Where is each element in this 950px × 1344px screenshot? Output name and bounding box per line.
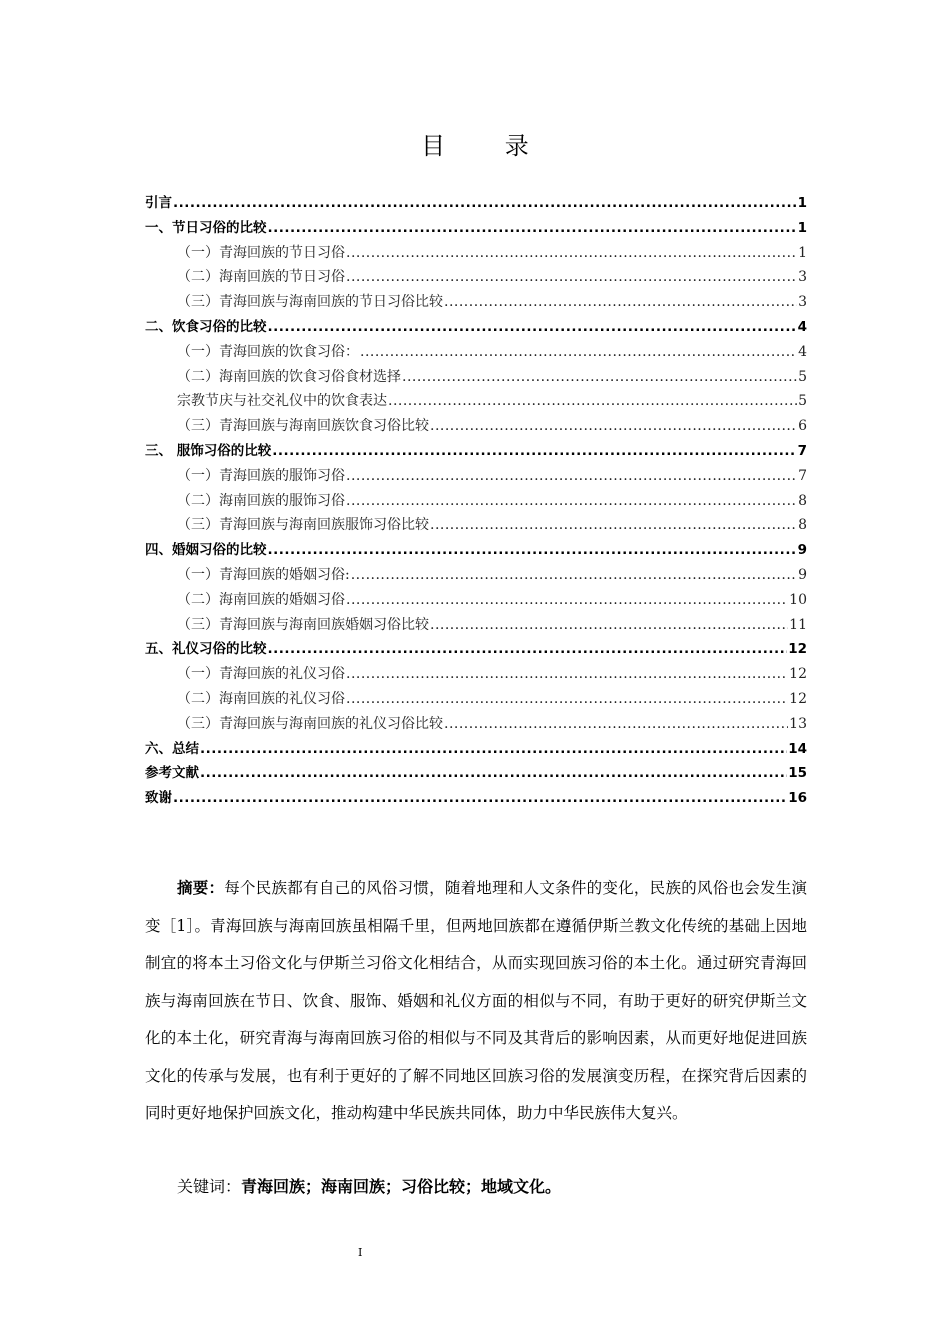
toc-dot-leader: [351, 563, 797, 588]
toc-entry-page: 1: [797, 219, 807, 236]
toc-entry-label: （二）海南回族的礼仪习俗: [177, 690, 345, 707]
toc-entry-page: 1: [797, 195, 807, 211]
toc-entry-label: （三）青海回族与海南回族服饰习俗比较: [177, 517, 429, 534]
toc-entry[interactable]: [145, 712, 807, 737]
toc-entry[interactable]: [145, 489, 807, 514]
toc-entry-label: 一、节日习俗的比较: [145, 219, 267, 236]
abstract-paragraph: [145, 870, 807, 1133]
keywords-label: 关键词：: [177, 1177, 242, 1196]
toc-dot-leader: [388, 389, 797, 414]
toc-entry[interactable]: [145, 588, 807, 613]
toc-dot-leader: [268, 216, 797, 241]
toc-entry-label: （二）海南回族的节日习俗: [177, 269, 345, 286]
toc-entry-page: 8: [798, 492, 807, 509]
toc-entry[interactable]: [145, 414, 807, 439]
toc-entry-page: 13: [789, 715, 807, 732]
toc-entry[interactable]: [145, 687, 807, 712]
toc-entry[interactable]: [145, 513, 807, 538]
toc-entry[interactable]: [145, 538, 807, 563]
toc-entry-page: 3: [798, 269, 807, 286]
toc-entry[interactable]: [145, 290, 807, 315]
toc-entry-label: （三）青海回族与海南回族的礼仪习俗比较: [177, 715, 443, 732]
toc-entry[interactable]: [145, 761, 807, 786]
toc-dot-leader: [272, 439, 796, 464]
toc-entry-label: （二）海南回族的饮食习俗食材选择: [177, 368, 401, 385]
toc-entry-label: 六、总结: [145, 740, 199, 757]
toc-entry[interactable]: [145, 439, 807, 464]
toc-dot-leader: [173, 191, 797, 216]
toc-dot-leader: [346, 489, 797, 514]
toc-entry-page: 5: [798, 368, 807, 385]
toc-entry-label: 三、 服饰习俗的比较: [145, 442, 272, 459]
toc-dot-leader: [430, 414, 797, 439]
toc-entry-page: 9: [797, 542, 807, 559]
toc-entry-label: 四、婚姻习俗的比较: [145, 542, 267, 559]
toc-entry[interactable]: [145, 241, 807, 266]
toc-entry-page: 9: [798, 566, 807, 583]
toc-entry-label: （一）青海回族的饮食习俗：: [177, 343, 359, 360]
toc-entry-label: （三）青海回族与海南回族饮食习俗比较: [177, 418, 429, 435]
toc-entry[interactable]: [145, 265, 807, 290]
toc-entry-label: （二）海南回族的服饰习俗: [177, 492, 345, 509]
toc-entry-label: （一）青海回族的节日习俗: [177, 244, 345, 261]
keywords-line: [177, 1172, 807, 1202]
toc-entry-page: 12: [789, 666, 807, 683]
toc-entry[interactable]: [145, 315, 807, 340]
toc-entry-page: 4: [797, 318, 807, 335]
toc-entry-page: 16: [788, 790, 807, 807]
toc-entry-page: 15: [788, 765, 807, 782]
toc-entry-label: （二）海南回族的婚姻习俗: [177, 591, 345, 608]
toc-entry[interactable]: [145, 737, 807, 762]
toc-dot-leader: [430, 513, 797, 538]
toc-entry-page: 3: [798, 294, 807, 311]
toc-entry-label: 五、礼仪习俗的比较: [145, 641, 267, 658]
toc-entry[interactable]: [145, 464, 807, 489]
toc-entry-page: 7: [797, 442, 807, 459]
toc-dot-leader: [346, 662, 788, 687]
toc-entry-label: （一）青海回族的礼仪习俗: [177, 666, 345, 683]
toc-entry[interactable]: [145, 365, 807, 390]
abstract-text: 每个民族都有自己的风俗习惯，随着地理和人文条件的变化，民族的风俗也会发生演变［1］。青海回族与海南回族虽相隔千里，但两地回族都在遵循伊斯兰教文化传统的基础上因地制宜的将本土习俗文化与伊斯兰习俗文化相结合，从而实现回族习俗的本土化。通过研究青海回族与海南回族在节日、饮食、服饰、婚姻和礼仪方面的相似与不同，有助于更好的研究伊斯兰文化的本土化，研究青海与海南回族习俗的相似与不同及其背后的影响因素，从而更好地促进回族文化的传承与发展，也有利于更好的了解不同地区回族习俗的发展演变历程，在探究背后因素的同时更好地保护回族文化，推动构建中华民族共同体，助力中华民族伟大复兴。: [145, 879, 807, 1122]
toc-entry[interactable]: [145, 786, 807, 811]
toc-dot-leader: [346, 687, 788, 712]
toc-dot-leader: [200, 761, 787, 786]
toc-entry-page: 8: [798, 517, 807, 534]
toc-dot-leader: [402, 365, 797, 390]
table-of-contents: [145, 191, 807, 811]
toc-entry-page: 4: [798, 343, 807, 360]
toc-entry-label: （一）青海回族的婚姻习俗:: [177, 566, 350, 583]
toc-dot-leader: [268, 637, 788, 662]
toc-dot-leader: [346, 588, 788, 613]
page-number: I: [358, 1246, 363, 1259]
toc-entry-page: 6: [798, 418, 807, 435]
toc-entry[interactable]: [145, 216, 807, 241]
toc-entry-label: （三）青海回族与海南回族的节日习俗比较: [177, 294, 443, 311]
toc-dot-leader: [430, 613, 788, 638]
keywords-text: 青海回族；海南回族；习俗比较；地域文化。: [241, 1177, 562, 1196]
toc-entry[interactable]: [145, 389, 807, 414]
toc-entry-label: 致谢: [145, 790, 172, 807]
toc-dot-leader: [200, 737, 787, 762]
toc-dot-leader: [346, 265, 797, 290]
toc-entry-page: 12: [788, 641, 807, 658]
toc-entry-label: 参考文献: [145, 765, 199, 782]
toc-entry-label: （一）青海回族的服饰习俗: [177, 467, 345, 484]
toc-dot-leader: [444, 712, 788, 737]
toc-entry[interactable]: [145, 191, 807, 216]
toc-entry-label: （三）青海回族与海南回族婚姻习俗比较: [177, 616, 429, 633]
toc-entry[interactable]: [145, 340, 807, 365]
toc-entry-page: 7: [798, 467, 807, 484]
toc-entry-page: 10: [789, 591, 807, 608]
toc-entry[interactable]: [145, 637, 807, 662]
toc-title: 目 录: [421, 132, 555, 160]
toc-dot-leader: [444, 290, 797, 315]
toc-dot-leader: [346, 464, 797, 489]
toc-entry-page: 11: [789, 616, 807, 633]
toc-dot-leader: [360, 340, 797, 365]
abstract-label: 摘要：: [177, 879, 225, 897]
toc-entry-label: 宗教节庆与社交礼仪中的饮食表达: [177, 393, 387, 410]
toc-dot-leader: [268, 315, 797, 340]
toc-dot-leader: [173, 786, 787, 811]
toc-entry-label: 引言: [145, 195, 172, 211]
toc-entry-page: 14: [788, 740, 807, 757]
toc-entry[interactable]: [145, 613, 807, 638]
toc-entry-page: 1: [798, 244, 807, 261]
toc-entry-page: 5: [798, 393, 807, 410]
toc-dot-leader: [346, 241, 797, 266]
toc-entry[interactable]: [145, 662, 807, 687]
toc-entry-page: 12: [789, 690, 807, 707]
toc-entry[interactable]: [145, 563, 807, 588]
toc-dot-leader: [268, 538, 797, 563]
toc-entry-label: 二、饮食习俗的比较: [145, 318, 267, 335]
